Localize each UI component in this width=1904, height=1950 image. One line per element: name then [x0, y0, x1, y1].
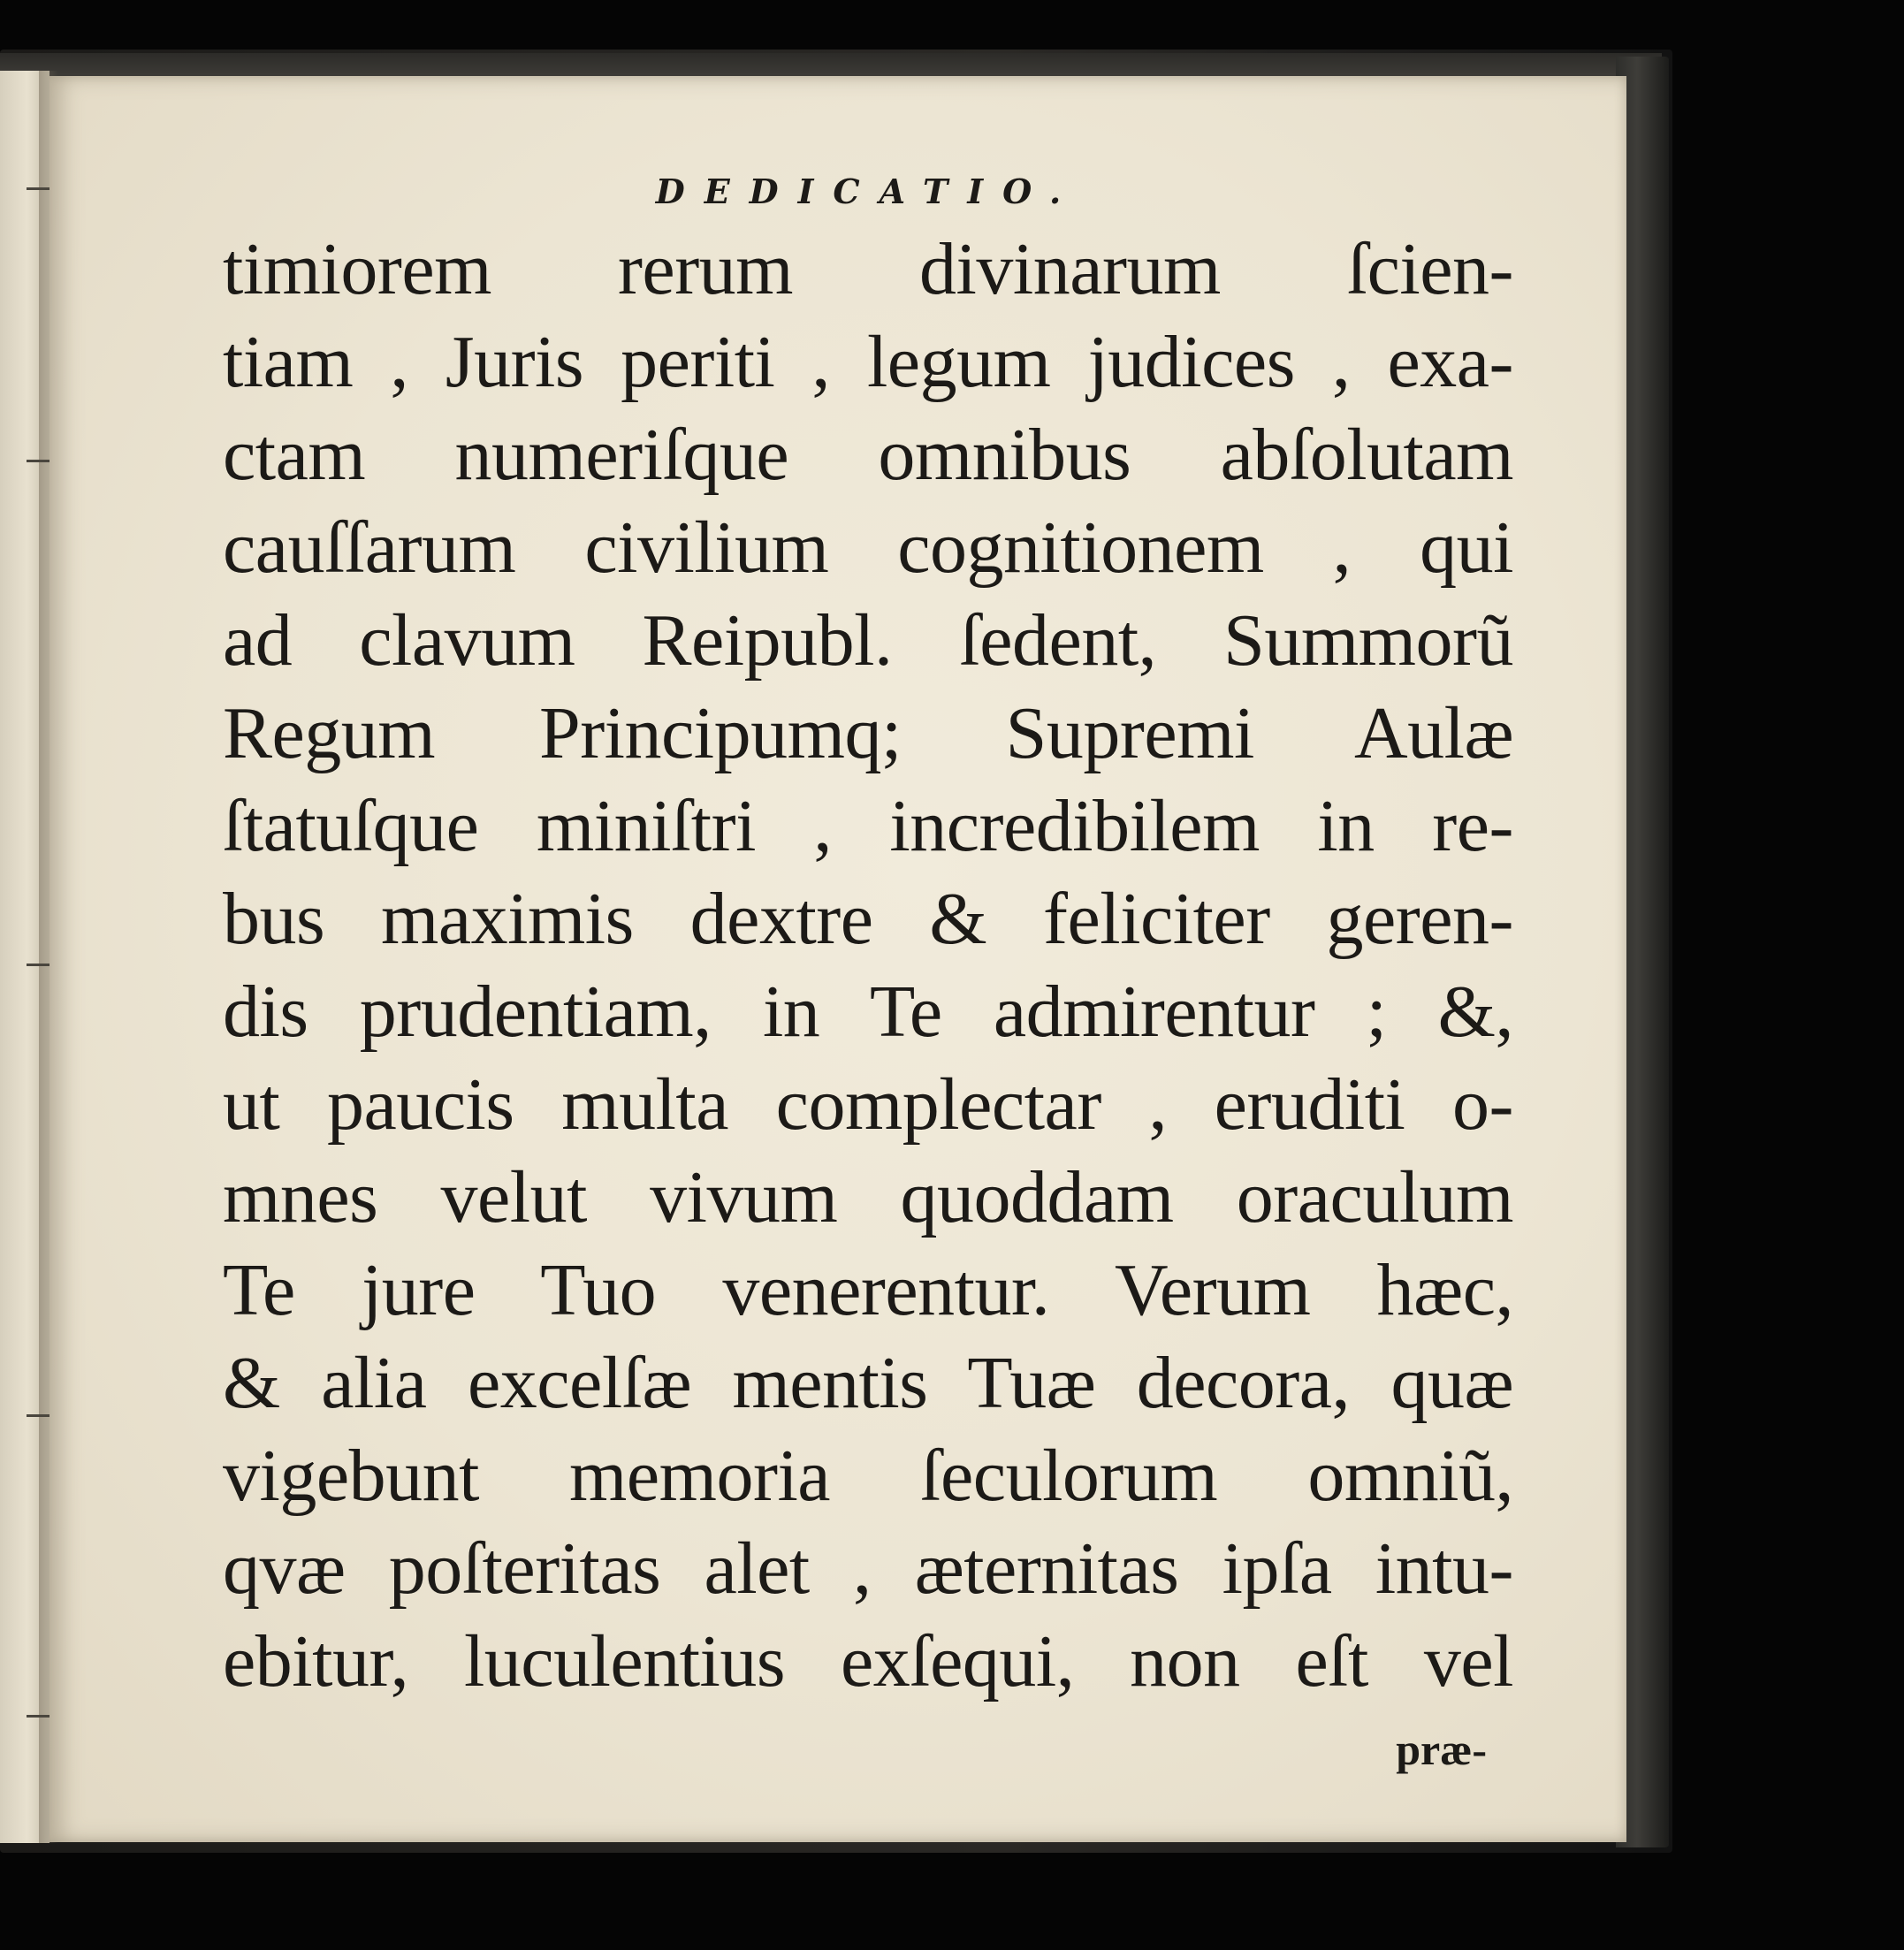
binding-stitch	[27, 1414, 51, 1417]
text-line: dis prudentiam, in Te admirentur ; &,	[223, 971, 1513, 1053]
text-line: ſtatuſque miniſtri , incredibilem in re-	[223, 785, 1513, 867]
page-text-block	[223, 171, 1513, 1775]
text-line: timiorem rerum divinarum ſcien-	[223, 228, 1513, 310]
catchword: præ-	[1396, 1725, 1487, 1774]
text-line: bus maximis dextre & feliciter geren-	[223, 878, 1513, 960]
text-line: tiam , Juris periti , legum judices , exa-	[223, 321, 1513, 403]
text-line: ad clavum Reipubl. ſedent, Summorũ	[223, 599, 1513, 682]
text-line: qvæ poſteritas alet , æternitas ipſa intu-	[223, 1527, 1513, 1610]
running-header: DEDICATIO.	[655, 171, 1081, 211]
text-line: cauſſarum civilium cognitionem , qui	[223, 507, 1513, 589]
text-line: Te jure Tuo venerentur. Verum hæc,	[223, 1249, 1513, 1331]
text-line: mnes velut vivum quoddam oraculum	[223, 1156, 1513, 1238]
right-page	[50, 76, 1626, 1842]
binding-stitch	[27, 1715, 51, 1718]
binding-stitch	[27, 964, 51, 966]
text-line: ebitur, luculentius exſequi, non eſt vel	[223, 1620, 1513, 1702]
binding-stitch	[27, 187, 51, 190]
text-line: ctam numeriſque omnibus abſolutam	[223, 414, 1513, 496]
book-top-board	[0, 53, 1662, 76]
binding-stitch	[27, 460, 51, 462]
text-line: & alia excelſæ mentis Tuæ decora, quæ	[223, 1342, 1513, 1424]
text-line: ut paucis multa complectar , eruditi o-	[223, 1063, 1513, 1146]
text-line: Regum Principumq; Supremi Aulæ	[223, 692, 1513, 774]
text-line: vigebunt memoria ſeculorum omniũ,	[223, 1435, 1513, 1517]
